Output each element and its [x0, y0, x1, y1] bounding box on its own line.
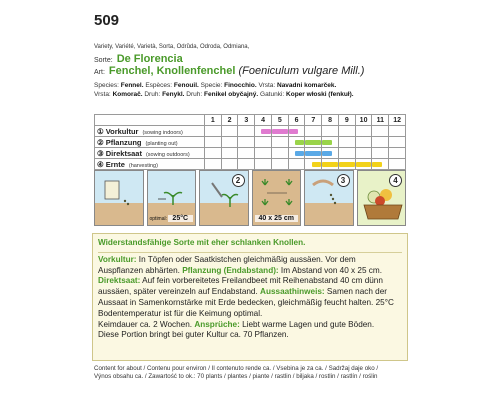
- calendar-bar: [372, 162, 381, 167]
- spacing-label: 40 x 25 cm: [255, 215, 299, 222]
- step-number: 3: [337, 174, 350, 187]
- species-translations-1: Species: Fennel. Espèces: Fenouil. Specie: Finocchio. Vrsta: Navadni komarček.: [94, 82, 337, 89]
- calendar-bar: [295, 151, 304, 156]
- content-amount: [94, 365, 414, 381]
- step-number: 2: [232, 174, 245, 187]
- calendar-bar: [261, 129, 270, 134]
- calendar-bar: [322, 140, 331, 145]
- seed-packet-hand-icon: [95, 171, 144, 226]
- instruction-illustrations: [94, 170, 406, 226]
- trowel-seedling-icon: [200, 171, 249, 226]
- step-number: 4: [389, 174, 402, 187]
- month-header: 11: [372, 115, 389, 126]
- content-line-2: Výnos obsahu ca. / Zawartość to ok.: 70 plants / plantes / piante / rastlin / biljaka / rostlin / rastlín / roślin: [94, 373, 378, 380]
- calendar-bar: [312, 162, 321, 167]
- month-header: 12: [389, 115, 406, 126]
- calendar-bar: [322, 151, 331, 156]
- calendar-bar: [272, 129, 288, 134]
- calendar-row-vorkultur: ① Vorkultur (sowing indoors): [95, 126, 406, 137]
- calendar-bar: [305, 140, 321, 145]
- info-headline: Widerstandsfähige Sorte mit eher schlanken Knollen.: [98, 238, 306, 247]
- species-name-row: [94, 65, 364, 77]
- species-label: Art:: [94, 69, 105, 76]
- step-harvest: [357, 170, 407, 226]
- step-sowing-outdoors: [304, 170, 354, 226]
- calendar-row-label: Ernte: [105, 159, 125, 169]
- variety-value: De Florencia: [116, 53, 183, 65]
- calendar-bar: [295, 140, 304, 145]
- month-header: 3: [238, 115, 255, 126]
- kw-aussaathinweis: Aussaathinweis:: [260, 287, 325, 297]
- temperature-label: 25°C: [168, 215, 194, 222]
- month-header: 10: [355, 115, 372, 126]
- kw-direktsaat: Direktsaat:: [98, 276, 141, 286]
- step-germination: [147, 170, 197, 226]
- month-header: 5: [271, 115, 288, 126]
- sowing-calendar: [94, 114, 406, 170]
- month-header: 9: [338, 115, 355, 126]
- step-sowing-indoors: [94, 170, 144, 226]
- calendar-bar: [305, 151, 321, 156]
- calendar-row-pflanzung: ② Pflanzung (planting out): [95, 137, 406, 148]
- calendar-row-ernte: ④ Ernte (harvesting): [95, 159, 406, 170]
- variety-languages: Variety, Variété, Varietà, Sorta, Odrůda, Odroda, Odmiana,: [94, 44, 250, 50]
- kw-pflanzung: Pflanzung (Endabstand):: [182, 265, 279, 275]
- calendar-header-row: [95, 115, 406, 126]
- calendar-row-label: Pflanzung: [105, 137, 142, 147]
- month-header: 8: [322, 115, 339, 126]
- month-header: 2: [221, 115, 238, 126]
- content-line-1: Content for about / Contenu pour environ / Il contenuto rende ca. / Vsebina je za ca. / Sadržaj daje oko /: [94, 365, 379, 372]
- optimal-label: optimal:: [149, 216, 168, 222]
- sowing-hand-icon: [305, 171, 354, 226]
- packet-number: 509: [94, 12, 120, 29]
- calendar-bar: [356, 162, 372, 167]
- step-spacing: [252, 170, 302, 226]
- calendar-row-label: Vorkultur: [105, 126, 139, 136]
- calendar-row-direktsaat: ③ Direktsaat (sowing outdoors): [95, 148, 406, 159]
- month-header: 4: [255, 115, 272, 126]
- latin-name: (Foeniculum vulgare Mill.): [238, 65, 365, 77]
- variety-label: Sorte:: [94, 57, 113, 64]
- month-header: 7: [305, 115, 322, 126]
- calendar-bar: [289, 129, 298, 134]
- variety-name-row: [94, 53, 183, 65]
- portion-text: Diese Portion bringt bei guter Kultur ca. 70 Pflanzen.: [98, 330, 289, 340]
- growing-instructions: [92, 233, 408, 361]
- calendar-bar: [339, 162, 355, 167]
- kw-ansprueche: Ansprüche:: [194, 319, 240, 329]
- info-body: Vorkultur: In Töpfen oder Saatkistchen gleichmäßig aussäen. Vor dem Auspflanzen abhärten. Pflanzung (Endabstand): Im Abstand von 40 x 25 cm. Direktsaat: Auf fein vorbereitetes Freilandbeet mit Reihenabstand 40 cm dünn aussäen, später vereinzeln auf Endabstand. Aussaathinweis: Samen nach der Aussaat in Samenkornstärke mit Erde bedecken, gleichmäßig feucht halten. 25°C Bodentemperatur ist für die Keimung optimal. Keimdauer ca. 2 Wochen. Ansprüche: Liebt warme Lagen und gute Böden. Diese Portion bringt bei guter Kultur ca. 70 Pflanzen.: [98, 254, 394, 340]
- calendar-row-label: Direktsaat: [105, 148, 142, 158]
- month-header: 6: [288, 115, 305, 126]
- step-planting-out: [199, 170, 249, 226]
- calendar-bar: [322, 162, 338, 167]
- kw-vorkultur: Vorkultur:: [98, 254, 137, 264]
- species-translations-2: Vrsta: Komorač. Druh: Fenykl. Druh: Fenikel obyčajný. Gatunki: Koper włoski (fenkuł).: [94, 91, 354, 98]
- harvest-basket-icon: [358, 171, 407, 226]
- month-header: 1: [204, 115, 221, 126]
- species-value: Fenchel, Knollenfenchel: [108, 65, 236, 77]
